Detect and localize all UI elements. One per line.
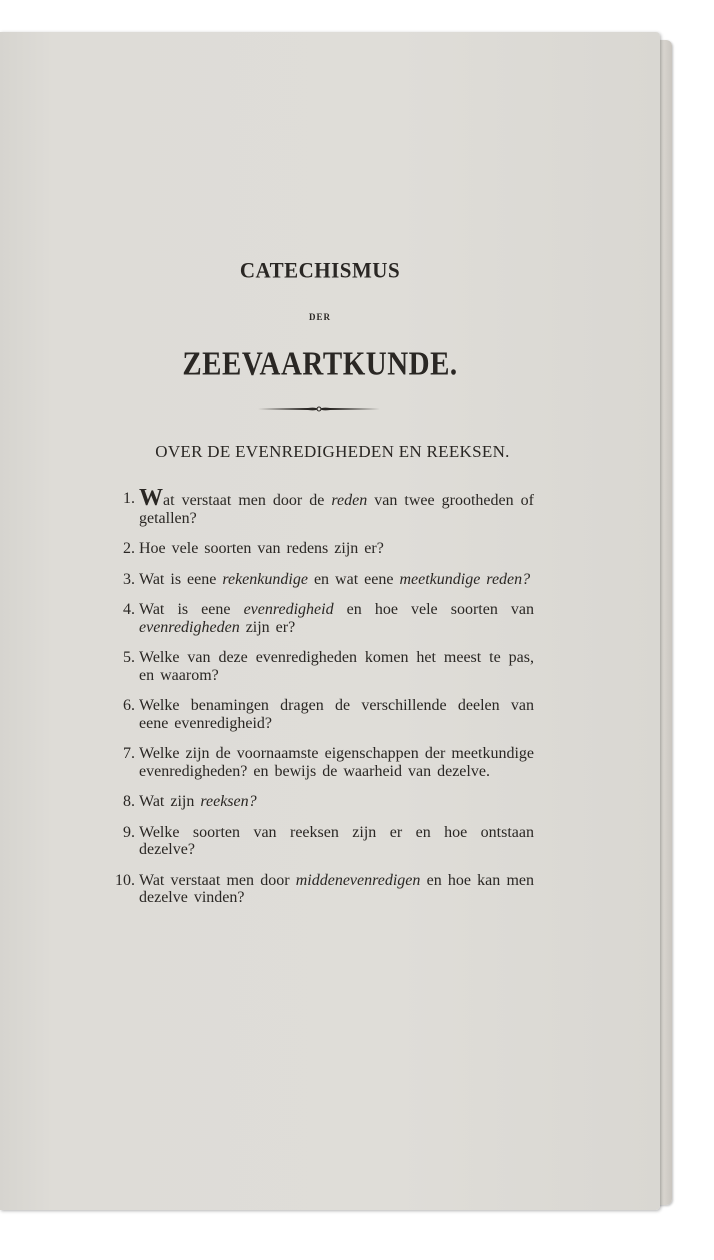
question-number: 10. <box>115 871 135 889</box>
question-number: 2. <box>123 540 135 557</box>
question-number: 9. <box>123 823 135 841</box>
question-item <box>100 824 534 859</box>
question-item <box>100 697 534 732</box>
question-number: 8. <box>123 793 135 810</box>
question-text <box>139 540 534 558</box>
question-text <box>139 824 534 859</box>
question-text <box>139 571 534 589</box>
section-heading: OVER DE EVENREDIGHEDEN EN REEKSEN. <box>155 442 510 461</box>
question-text <box>139 697 534 732</box>
text-segment: at verstaat men door de <box>163 492 332 509</box>
italic-term: evenredigheden <box>139 618 240 636</box>
question-text <box>139 793 534 811</box>
question-number: 4. <box>123 601 135 618</box>
italic-term: middenevenredigen <box>295 871 421 889</box>
question-item <box>100 872 534 907</box>
question-number: 3. <box>123 570 135 588</box>
text-segment: Welke soorten van reeksen zijn er en hoe ontstaan dezelve? <box>139 823 534 858</box>
text-segment: en hoe kan men dezelve vinden? <box>139 871 534 906</box>
text-segment: en wat eene <box>307 570 400 588</box>
question-number: 1. <box>123 490 135 507</box>
text-segment: zijn er? <box>239 618 296 636</box>
italic-term: meetkundige reden? <box>399 570 531 588</box>
question-text <box>139 649 534 684</box>
text-segment: Hoe vele soorten van redens zijn er? <box>139 540 384 557</box>
question-item <box>100 745 534 780</box>
ornament-divider <box>258 404 380 414</box>
question-text <box>139 745 534 780</box>
question-item <box>100 485 534 527</box>
question-list <box>100 485 534 920</box>
title-line-1: CATECHISMUS <box>239 257 401 283</box>
italic-term: rekenkundige <box>222 570 308 588</box>
italic-term: reeksen? <box>200 793 257 810</box>
question-item <box>100 793 534 811</box>
text-segment: en hoe vele soorten van <box>333 601 534 618</box>
text-segment: Wat verstaat men door <box>139 871 296 889</box>
text-segment: Wat zijn <box>139 793 201 810</box>
question-item <box>100 540 534 558</box>
text-segment: Wat is eene <box>139 570 223 588</box>
title-line-2: ZEEVAARTKUNDE. <box>182 345 458 383</box>
question-number: 5. <box>123 649 135 666</box>
question-item <box>100 601 534 636</box>
drop-cap: W <box>139 485 163 511</box>
text-segment: Wat is eene <box>139 601 244 618</box>
question-text <box>139 872 534 907</box>
question-text <box>139 485 534 527</box>
question-number: 6. <box>123 697 135 714</box>
text-segment: Welke benamingen dragen de verschillende deelen van eene evenredigheid? <box>139 697 534 732</box>
question-number: 7. <box>123 745 135 762</box>
question-item <box>100 649 534 684</box>
title-connector: DER <box>308 312 331 322</box>
text-segment: Welke zijn de voornaamste eigenschappen der meetkundige evenredigheden? en bewijs de waarheid van dezelve. <box>139 745 534 780</box>
italic-term: reden <box>331 492 368 509</box>
italic-term: evenredigheid <box>243 601 334 618</box>
question-text <box>139 601 534 636</box>
text-segment: van twee grootheden of getallen? <box>139 492 534 527</box>
text-segment: Welke van deze evenredigheden komen het meest te pas, en waarom? <box>139 649 534 684</box>
question-item <box>100 571 534 589</box>
